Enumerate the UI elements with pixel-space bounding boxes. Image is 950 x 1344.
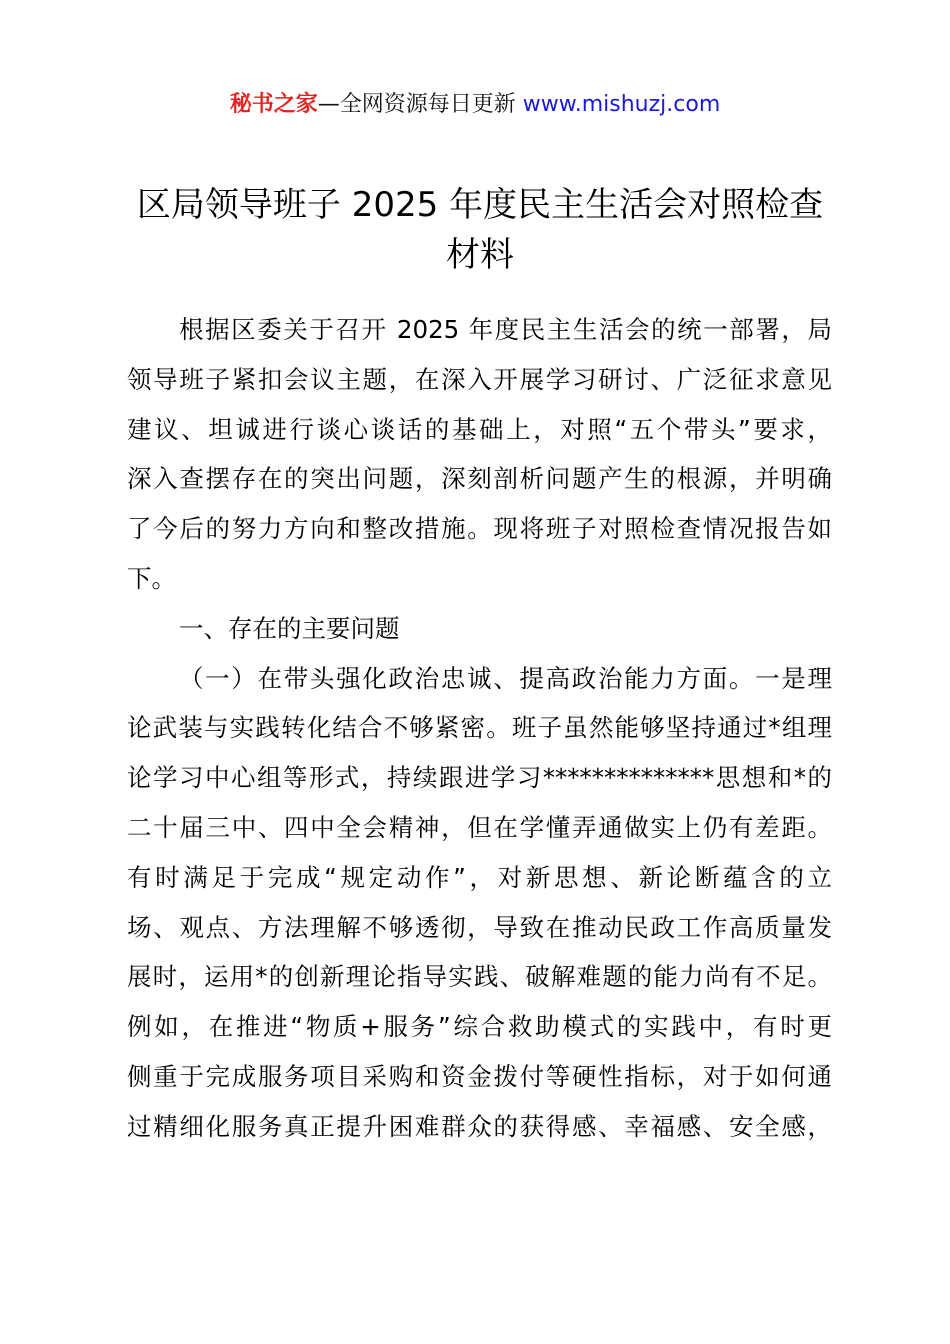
title-line-1: 区局领导班子 2025 年度民主生活会对照检查 (136, 185, 824, 225)
body-text-line: 一、存在的主要问题 (179, 613, 400, 643)
body-text-line: 例如，在推进“物质+服务”综合救助模式的实践中，有时更 (127, 1012, 832, 1042)
body-text-line: 过精细化服务真正提升困难群众的获得感、幸福感、安全感， (127, 1111, 832, 1141)
body-text-line: 论学习中心组等形式，持续跟进学习**************思想和*的 (127, 763, 832, 793)
body-text-line: 场、观点、方法理解不够透彻，导致在推动民政工作高质量发 (127, 912, 832, 942)
document-title (110, 180, 850, 280)
body-text-line: 领导班子紧扣会议主题，在深入开展学习研讨、广泛征求意见 (127, 364, 832, 394)
title-line-2: 材料 (446, 235, 514, 275)
body-text-line: 根据区委关于召开 2025 年度民主生活会的统一部署，局 (179, 315, 832, 344)
body-text-line: 二十届三中、四中全会精神，但在学懂弄通做实上仍有差距。 (127, 812, 832, 842)
header-slogan: —全网资源每日更新 (317, 92, 516, 117)
body-text-line: 论武装与实践转化结合不够紧密。班子虽然能够坚持通过*组理 (127, 713, 832, 743)
body-text-line: 深入查摆存在的突出问题，深刻剖析问题产生的根源，并明确 (127, 464, 832, 494)
brand-name: 秘书之家 (229, 92, 318, 117)
document-body (127, 305, 832, 1152)
body-text-line: 有时满足于完成“规定动作”，对新思想、新论断蕴含的立 (127, 862, 832, 892)
body-text-line: 侧重于完成服务项目采购和资金拨付等硬性指标，对于如何通 (127, 1061, 832, 1091)
site-url-link[interactable]: www.mishuzj.com (522, 92, 721, 117)
body-text-line: （一）在带头强化政治忠诚、提高政治能力方面。一是理 (179, 663, 832, 693)
body-text-line: 下。 (127, 563, 176, 593)
site-header (0, 88, 950, 122)
body-text-line: 展时，运用*的创新理论指导实践、破解难题的能力尚有不足。 (127, 962, 832, 992)
body-text-line: 了今后的努力方向和整改措施。现将班子对照检查情况报告如 (127, 514, 832, 544)
body-text-line: 建议、坦诚进行谈心谈话的基础上，对照“五个带头”要求， (127, 414, 832, 444)
